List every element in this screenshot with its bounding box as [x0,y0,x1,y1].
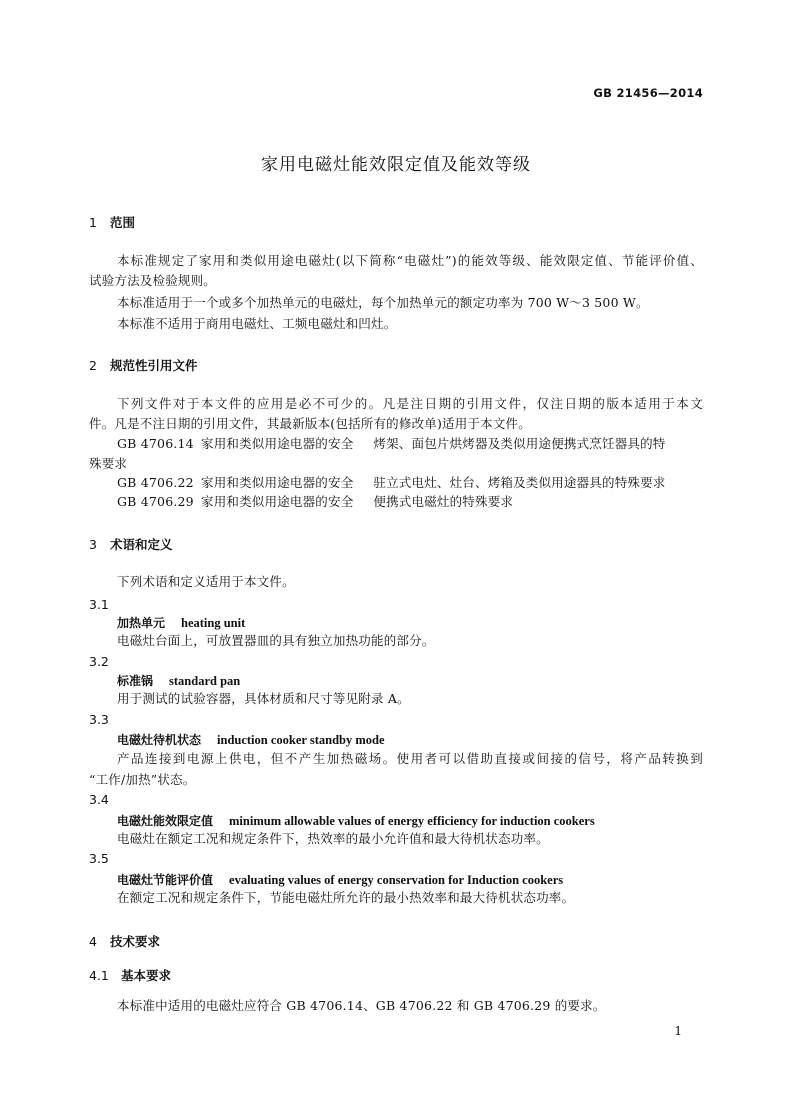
term-chinese: 电磁灶能效限定值 [117,814,214,828]
reference-subtitle: 驻立式电灶、灶台、烤箱及类似用途器具的特殊要求 [373,475,666,490]
term-heading [117,672,240,689]
term-english: heating unit [181,616,246,630]
term-number: 3.4 [89,792,109,807]
term-chinese: 标准锅 [117,674,154,688]
term-heading [117,812,595,829]
subsection-title: 基本要求 [121,968,172,983]
term-number: 3.1 [89,597,109,612]
paragraph: 本标准中适用的电磁灶应符合 GB 4706.14、GB 4706.22 和 GB 4706.29 的要求。 [117,998,606,1013]
section-number: 4 [89,934,97,949]
paragraph: 下列术语和定义适用于本文件。 [117,574,295,589]
reference-continuation: 殊要求 [89,456,128,471]
term-english: minimum allowable values of energy efficiency for induction cookers [229,814,595,828]
term-heading [117,731,385,748]
term-chinese: 电磁灶待机状态 [117,733,202,747]
term-english: evaluating values of energy conservation for Induction cookers [229,873,564,887]
term-english: induction cooker standby mode [217,733,385,747]
term-number: 3.3 [89,712,109,727]
reference-code: GB 4706.14 [117,436,194,451]
section-2-heading [89,356,198,374]
section-1-heading [89,213,135,231]
reference-item [117,434,666,454]
section-4-heading [89,932,160,950]
section-title: 技术要求 [110,934,161,949]
document-title: 家用电磁灶能效限定值及能效等级 [261,155,531,175]
paragraph-line: 下列文件对于本文件的应用是必不可少的。凡是注日期的引用文件，仅注日期的版本适用于本文 [117,396,703,411]
paragraph-line: 本标准规定了家用和类似用途电磁灶(以下简称“电磁灶”)的能效等级、能效限定值、节能评价值、 [117,253,703,268]
paragraph: 本标准适用于一个或多个加热单元的电磁灶，每个加热单元的额定功率为 700 W～3 500 W。 [117,295,649,310]
paragraph: 本标准不适用于商用电磁灶、工频电磁灶和凹灶。 [117,316,397,331]
term-chinese: 电磁灶节能评价值 [117,873,214,887]
section-3-heading [89,535,173,553]
reference-title: 家用和类似用途电器的安全 [201,436,354,451]
reference-code: GB 4706.22 [117,475,194,490]
section-title: 规范性引用文件 [110,358,198,373]
term-definition: 用于测试的试验容器，具体材质和尺寸等见附录 A。 [117,691,410,706]
section-number: 1 [89,215,97,230]
reference-title: 家用和类似用途电器的安全 [201,494,354,509]
reference-item [117,473,666,493]
term-chinese: 加热单元 [117,616,166,630]
section-title: 范围 [110,215,136,230]
paragraph-line: 件。凡是不注日期的引用文件，其最新版本(包括所有的修改单)适用于本文件。 [89,416,531,431]
term-definition-continuation: “工作/加热”状态。 [89,772,196,787]
reference-code: GB 4706.29 [117,494,194,509]
section-number: 2 [89,358,97,373]
term-english: standard pan [169,674,241,688]
subsection-4-1-heading [89,966,171,984]
page-number: 1 [674,1024,682,1038]
term-number: 3.2 [89,654,109,669]
term-heading [117,871,563,888]
reference-item [117,492,513,512]
term-definition: 产品连接到电源上供电，但不产生加热磁场。使用者可以借助直接或间接的信号，将产品转换到 [117,751,703,766]
section-number: 3 [89,537,97,552]
term-definition: 电磁灶在额定工况和规定条件下，热效率的最小允许值和最大待机状态功率。 [117,831,549,846]
subsection-number: 4.1 [89,968,109,983]
section-title: 术语和定义 [110,537,173,552]
term-definition: 电磁灶台面上，可放置器皿的具有独立加热功能的部分。 [117,633,435,648]
reference-title: 家用和类似用途电器的安全 [201,475,354,490]
reference-subtitle: 烤架、面包片烘烤器及类似用途便携式烹饪器具的特 [373,436,666,451]
term-definition: 在额定工况和规定条件下，节能电磁灶所允许的最小热效率和最大待机状态功率。 [117,890,575,905]
term-number: 3.5 [89,851,109,866]
term-heading [117,614,245,631]
paragraph-line: 试验方法及检验规则。 [89,273,217,288]
standard-number: GB 21456—2014 [593,86,703,100]
reference-subtitle: 便携式电磁灶的特殊要求 [373,494,514,509]
